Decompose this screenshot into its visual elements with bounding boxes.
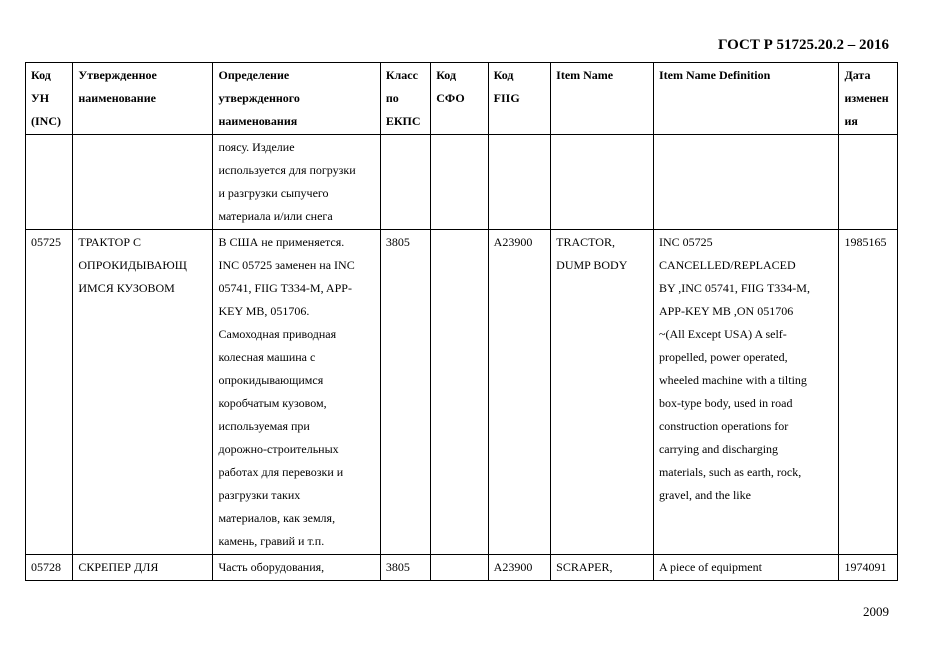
cell-line: materials, such as earth, rock, [658,465,802,479]
cell-line: INC 05725 [658,235,713,249]
header-line: ия [844,114,858,128]
cell-line: работах для перевозки и [218,465,344,479]
sfo-cell [431,135,488,230]
class-cell [380,135,430,230]
col-sfo-header [431,63,488,135]
cell-line: INC 05725 заменен на INC [218,258,355,272]
cell-line: carrying and discharging [658,442,779,456]
cell-line: и разгрузки сыпучего [218,186,329,200]
header-line: изменен [844,91,889,105]
header-line: СФО [436,91,465,105]
col-class-header [380,63,430,135]
header-line: Дата [844,68,871,82]
fiig-cell [488,555,551,581]
cell-line: используется для погрузки [218,163,356,177]
header-line: УН [31,91,50,105]
cell-line: ТРАКТОР С [78,235,142,249]
cell-value: 1985165 [844,235,887,249]
page-number: 2009 [863,604,889,619]
cell-line: используемая при [218,419,310,433]
cell-line: BY ,INC 05741, FIIG T334-M, [658,281,810,295]
table-header-row [26,63,898,135]
cell-value: 1974091 [844,560,887,574]
header-line: наименования [218,114,298,128]
header-line: по [385,91,399,105]
definition-cell [213,555,380,581]
item-name-cell [551,135,654,230]
table-row [26,555,898,581]
cell-line: материалов, как земля, [218,511,336,525]
cell-value: A23900 [493,235,533,249]
header-line: Определение [218,68,290,82]
cell-value: A23900 [493,560,533,574]
header-line: Утвержденное [78,68,157,82]
col-change-date-header [839,63,898,135]
class-cell [380,555,430,581]
header-line: Item Name Definition [658,68,771,82]
cell-line: 05725 [31,235,61,249]
header-line: Код [493,68,514,82]
approved-name-cell [73,230,213,555]
cell-line: коробчатым кузовом, [218,396,327,410]
cell-line: wheeled machine with a tilting [658,373,807,387]
fiig-cell [488,230,551,555]
cell-line: ОПРОКИДЫВАЮЩ [78,258,187,272]
cell-line: 05728 [31,560,61,574]
header-line: (INC) [31,114,61,128]
cell-line: дорожно-строительных [218,442,339,456]
change-date-cell [839,135,898,230]
cell-line: Часть оборудования, [218,560,325,574]
approved-name-cell [73,555,213,581]
sfo-cell [431,230,488,555]
cell-line: box-type body, used in road [658,396,793,410]
document-id: ГОСТ Р 51725.20.2 – 2016 [717,37,889,53]
table-row [26,230,898,555]
col-fiig-header [488,63,551,135]
header-line: ЕКПС [385,114,421,128]
cell-line: опрокидывающимся [218,373,324,387]
cell-line: СКРЕПЕР ДЛЯ [78,560,159,574]
item-name-cell [551,230,654,555]
cell-value: 3805 [385,235,410,249]
cell-line: ~(All Except USA) A self- [658,327,787,341]
cell-line: камень, гравий и т.п. [218,534,325,548]
item-definition-cell [653,555,838,581]
cell-line: CANCELLED/REPLACED [658,258,796,272]
item-definition-cell [653,135,838,230]
change-date-cell [839,555,898,581]
col-item-definition-header [653,63,838,135]
inc-cell [26,135,73,230]
classification-table [25,62,898,581]
header-line: Класс [385,68,418,82]
cell-line: колесная машина с [218,350,316,364]
cell-line: материала и/или снега [218,209,333,223]
change-date-cell [839,230,898,555]
header-line: FIIG [493,91,520,105]
col-inc-header [26,63,73,135]
header-line: утвержденного [218,91,300,105]
sfo-cell [431,555,488,581]
header-line: Item Name [556,68,614,82]
definition-cell [213,135,380,230]
cell-line: поясу. Изделие [218,140,295,154]
cell-line: APP-KEY MB ,ON 051706 [658,304,794,318]
col-item-name-header [551,63,654,135]
cell-line: A piece of equipment [658,560,762,574]
cell-line: разгрузки таких [218,488,301,502]
cell-line: construction operations for [658,419,789,433]
table-row [26,135,898,230]
cell-line: SCRAPER, [556,560,613,574]
fiig-cell [488,135,551,230]
cell-line: DUMP BODY [556,258,628,272]
class-cell [380,230,430,555]
inc-cell [26,230,73,555]
col-definition-header [213,63,380,135]
item-definition-cell [653,230,838,555]
cell-line: gravel, and the like [658,488,751,502]
header-line: Код [31,68,51,82]
col-approved-name-header [73,63,213,135]
cell-line: 05741, FIIG T334-M, APP- [218,281,352,295]
cell-line: ИМСЯ КУЗОВОМ [78,281,175,295]
cell-line: TRACTOR, [556,235,615,249]
cell-value: 3805 [385,560,410,574]
approved-name-cell [73,135,213,230]
definition-cell [213,230,380,555]
cell-line: propelled, power operated, [658,350,788,364]
cell-line: В США не применяется. [218,235,345,249]
header-line: наименование [78,91,156,105]
item-name-cell [551,555,654,581]
cell-line: KEY MB, 051706. [218,304,310,318]
inc-cell [26,555,73,581]
cell-line: Самоходная приводная [218,327,337,341]
header-line: Код [436,68,457,82]
